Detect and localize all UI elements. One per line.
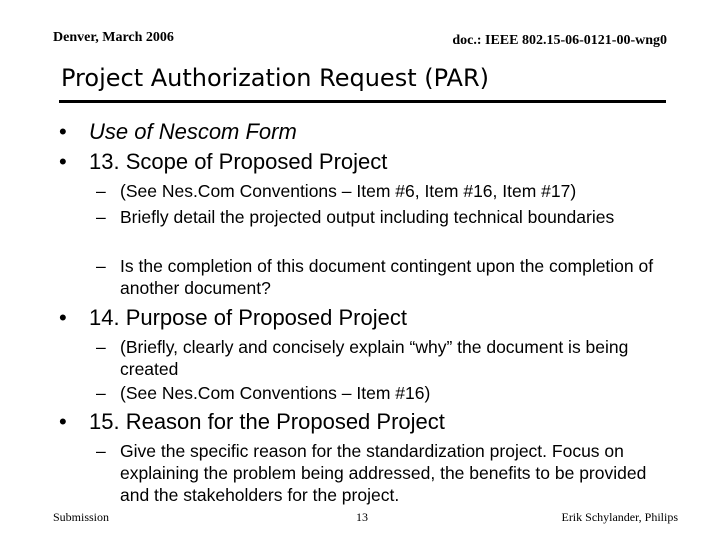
bullet-marker: • xyxy=(59,305,67,330)
bullet-text: 13. Scope of Proposed Project xyxy=(89,149,388,174)
bullet-text: 15. Reason for the Proposed Project xyxy=(89,409,445,434)
sub-bullet-marker: – xyxy=(96,181,106,201)
sub-bullet-text: Is the completion of this document contingent upon the completion of another document? xyxy=(120,256,654,298)
page-number: 13 xyxy=(356,510,368,524)
sub-bullet-text: (See Nes.Com Conventions – Item #16) xyxy=(120,383,431,403)
sub-bullet-item xyxy=(96,255,666,299)
bullet-text: Use of Nescom Form xyxy=(89,119,297,144)
sub-bullet-item xyxy=(96,440,666,506)
bullet-item xyxy=(59,118,297,146)
bullet-marker: • xyxy=(59,409,67,434)
bullet-item xyxy=(59,408,445,436)
sub-bullet-marker: – xyxy=(96,337,106,357)
sub-bullet-text: (Briefly, clearly and concisely explain “why” the document is being created xyxy=(120,337,629,379)
bullet-marker: • xyxy=(59,149,67,174)
sub-bullet-text: Give the specific reason for the standardization project. Focus on explaining the problem being addressed, the benefits to be provided and the stakeholders for the project. xyxy=(120,441,647,505)
sub-bullet-item xyxy=(96,180,666,202)
sub-bullet-marker: – xyxy=(96,207,106,227)
sub-bullet-text: (See Nes.Com Conventions – Item #6, Item #16, Item #17) xyxy=(120,181,577,201)
sub-bullet-marker: – xyxy=(96,383,106,403)
slide-title: Project Authorization Request (PAR) xyxy=(61,64,489,92)
header-date: Denver, March 2006 xyxy=(53,30,174,45)
header-doc-id: doc.: IEEE 802.15-06-0121-00-wng0 xyxy=(452,33,667,48)
sub-bullet-marker: – xyxy=(96,256,106,276)
bullet-item xyxy=(59,148,387,176)
bullet-item xyxy=(59,304,407,332)
footer-author: Erik Schylander, Philips xyxy=(561,510,678,524)
sub-bullet-item xyxy=(96,336,666,380)
footer-submission: Submission xyxy=(53,510,110,524)
bullet-text: 14. Purpose of Proposed Project xyxy=(89,305,407,330)
sub-bullet-item xyxy=(96,206,666,228)
sub-bullet-text: Briefly detail the projected output including technical boundaries xyxy=(120,207,615,227)
sub-bullet-item xyxy=(96,382,666,404)
sub-bullet-marker: – xyxy=(96,441,106,461)
bullet-marker: • xyxy=(59,119,67,144)
